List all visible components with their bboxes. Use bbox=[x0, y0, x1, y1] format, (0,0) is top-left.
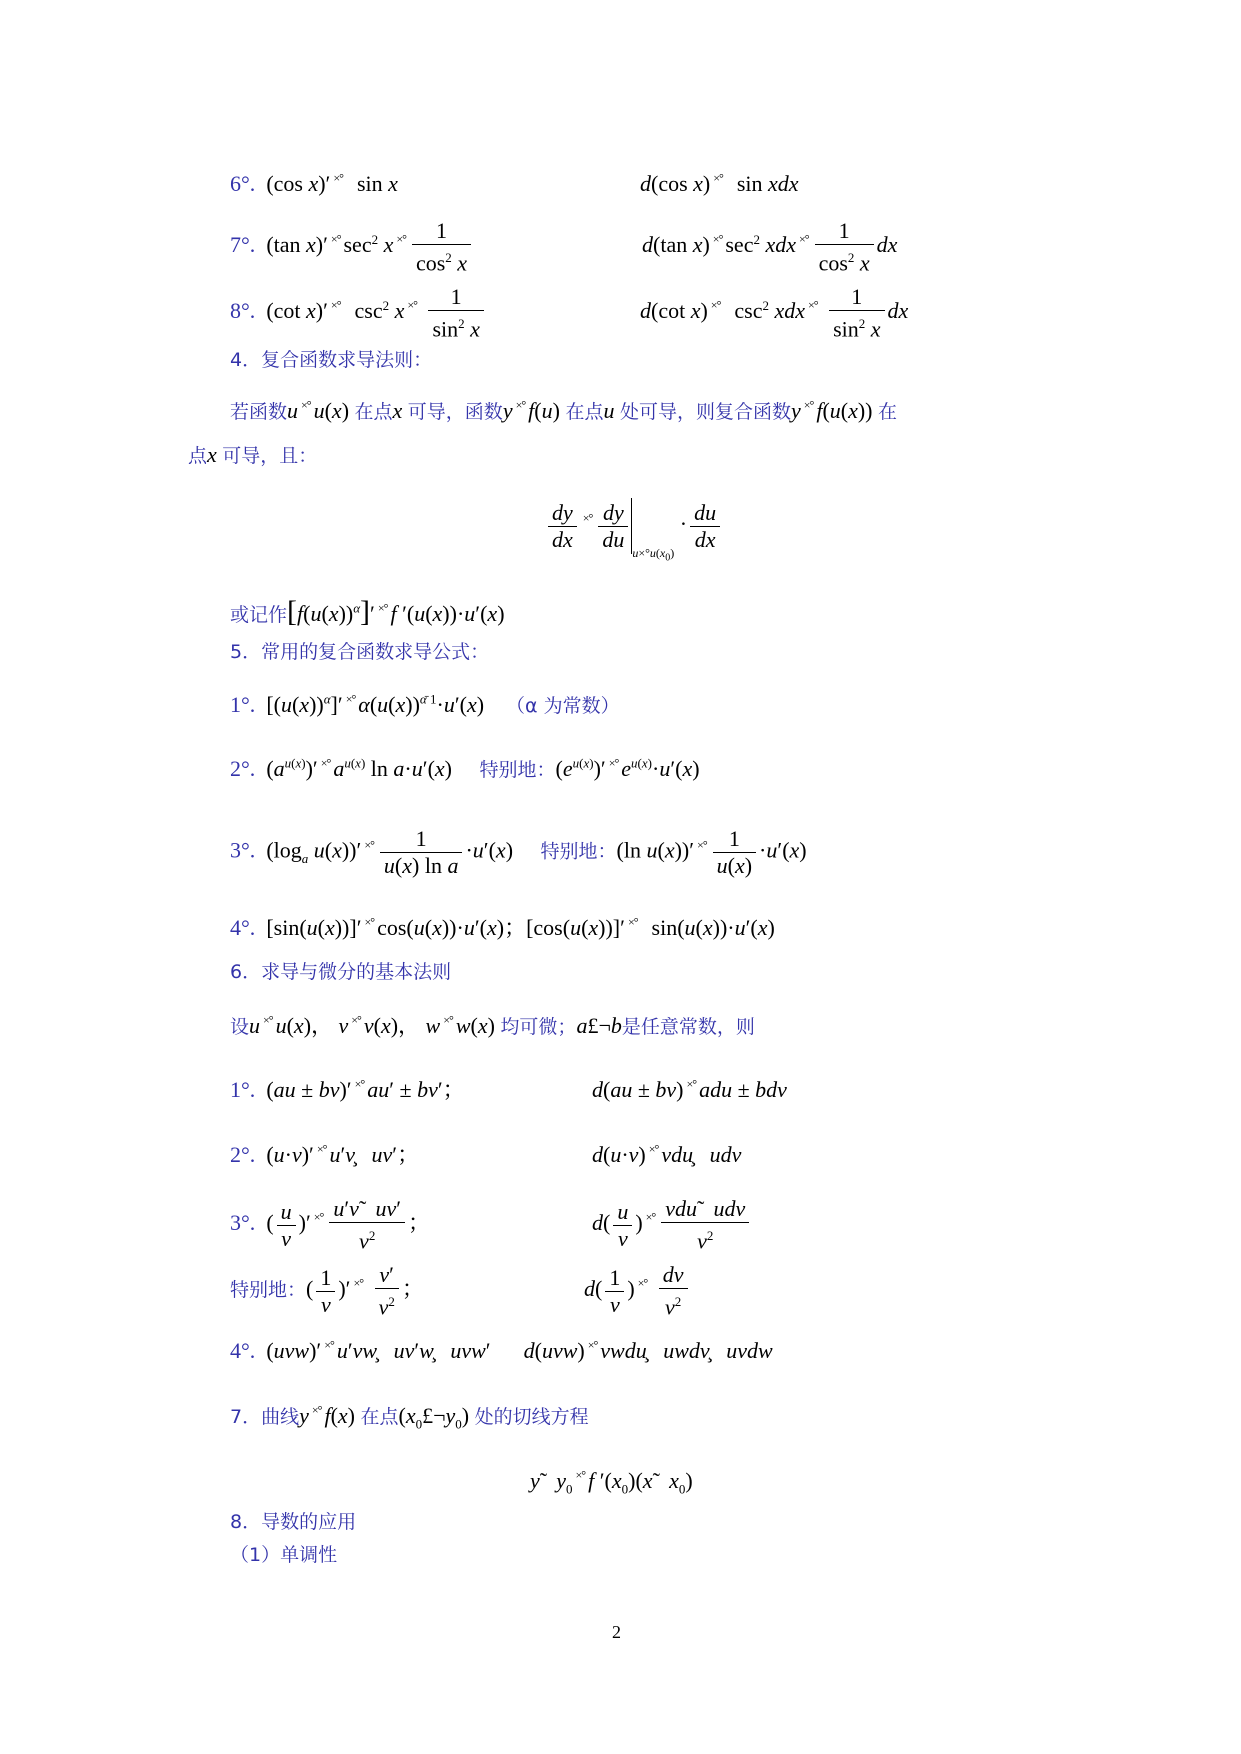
relation-symbol: ×° bbox=[351, 1013, 361, 1027]
formula-row-6: 6°. (cos x)′ ×° sin x bbox=[230, 171, 398, 196]
section-6-intro: 设u ×° u(x)， v ×° v(x)， w ×° w(x) 均可微；a£¬b是任意常数，则 bbox=[230, 1013, 755, 1038]
relation-symbol: ×° bbox=[799, 232, 809, 247]
relation-symbol: ×° bbox=[301, 398, 311, 412]
rule-3-special-differential: d( $\frac{1}{v}$ ) ×° $\frac{dv}{v^2}$ bbox=[584, 1262, 691, 1320]
differential-row-7: d(tan x) ×° $\sec^2$ xdx ×° $\frac{1}{\cos^2 x}$ dx bbox=[642, 218, 898, 276]
item-number: 6°. bbox=[230, 171, 256, 196]
text-fragment: 特别地： bbox=[230, 1279, 307, 1302]
composite-formula-4: 4°. [sin(u(x))]′ ×° cos(u(x))·u′(x)；[cos(u(x))]′ ×° sin(u(x))·u′(x) bbox=[230, 915, 775, 940]
relation-symbol: ×° bbox=[407, 298, 417, 313]
section-4-intro: 若函数u ×° u(x) 在点x 可导，函数y ×° f(u) 在点u 处可导，则复合函数y ×° f(u(x)) 在 bbox=[230, 398, 898, 423]
relation-symbol: ×° bbox=[582, 511, 593, 526]
rule-3-special: 特别地：( $\frac{1}{v}$ )′ ×° $\frac{v'}{v^2}$ ； bbox=[230, 1262, 424, 1320]
relation-symbol: ×° bbox=[710, 298, 721, 313]
tangent-line-equation: ỹ $y_0^{\times^\circ}$ f $'(x_0)(x̃$ $x_0$) bbox=[530, 1468, 693, 1497]
section-4-heading: 4．复合函数求导法则： bbox=[230, 349, 433, 371]
differential-row-8: d(cot x) ×° $\csc^2$ xdx ×° $\frac{1}{\sin^2 x}$ dx bbox=[640, 284, 909, 342]
composite-formula-1: 1°. $[(u(x))^\alpha]'$ ×° $\alpha(u(x))^{\alphā 1}\cdot u'(x)$ （α 为常数） bbox=[230, 691, 620, 717]
text-fragment: 处可导，则复合函数 bbox=[619, 401, 791, 423]
rule-3: 3°. ( $\frac{u}{v}$ )′ ×° $\frac{u'ṽ uv'}{v^2}$ ； bbox=[230, 1196, 431, 1254]
text-fragment: 特别地： bbox=[540, 840, 617, 863]
text-fragment: 是任意常数，则 bbox=[621, 1016, 755, 1038]
text-fragment: （α 为常数） bbox=[506, 695, 620, 717]
item-number: 8°. bbox=[230, 298, 256, 324]
rule-2-differential: d(u·v) ×° vdu̧ udv bbox=[592, 1142, 742, 1167]
section-8-sub-1: （1）单调性 bbox=[230, 1544, 338, 1566]
section-4-intro-line2: 点x 可导，且： bbox=[188, 442, 318, 467]
text-fragment: 或记作 bbox=[230, 604, 288, 626]
relation-symbol: ×° bbox=[713, 171, 723, 185]
chain-rule-alt: 或记作$[f(u(x))^\alpha]'$ ×° f ′(u(x))·u′(x) bbox=[230, 595, 505, 628]
relation-symbol: ×° bbox=[712, 232, 723, 247]
section-5-heading: 5．常用的复合函数求导公式： bbox=[230, 641, 490, 663]
relation-symbol: ×° bbox=[345, 692, 356, 706]
relation-symbol: ×° bbox=[396, 232, 406, 247]
text-fragment: 在点 bbox=[360, 1406, 399, 1428]
differential-row-6: d(cos x) ×° sin xdx bbox=[640, 171, 799, 196]
relation-symbol: ×° bbox=[697, 837, 707, 852]
text-fragment: 在点 bbox=[354, 401, 393, 423]
text-fragment: 处的切线方程 bbox=[474, 1406, 589, 1428]
composite-formula-3: 3°. ($\log_a$ u(x))′ ×° $\frac{1}{\text{u(x) ln a}}$ ·u′(x) 特别地：(ln u(x))′ ×° $\frac{1}{u(x)}$ ·u′(x) bbox=[230, 826, 807, 878]
rule-1: 1°. (au ± bv)′ ×° au′ ± bv′； bbox=[230, 1077, 465, 1102]
relation-symbol: ×° bbox=[575, 1468, 586, 1482]
relation-symbol: ×° bbox=[377, 601, 388, 615]
section-8-heading: 8．导数的应用 bbox=[230, 1511, 357, 1533]
composite-formula-2: 2°. $(a^{u(x)})'$ ×° $a^{u(x)}$ ln a·u′(x) 特别地：$(e^{u(x)})'$ ×° $e^{u(x)}\cdot u'(x)$ bbox=[230, 755, 700, 781]
relation-symbol: ×° bbox=[515, 398, 526, 412]
relation-symbol: ×° bbox=[627, 915, 638, 929]
item-number: 7°. bbox=[230, 232, 256, 258]
formula-row-7: 7°. (tan x)′ ×° $\sec^2 x$ ×° $\frac{1}{\cos^2 x}$ bbox=[230, 218, 474, 276]
text-fragment: 均可微； bbox=[500, 1016, 577, 1038]
text-fragment: 设 bbox=[230, 1016, 250, 1038]
relation-symbol: ×° bbox=[686, 1077, 697, 1091]
text-fragment: 在点 bbox=[565, 401, 604, 423]
relation-symbol: ×° bbox=[324, 1338, 334, 1352]
item-number: 3°. bbox=[230, 1210, 256, 1236]
item-number: 3°. bbox=[230, 837, 256, 863]
item-number: 2°. bbox=[230, 756, 256, 781]
page-number: 2 bbox=[612, 1622, 621, 1642]
formula-row-8: 8°. (cot x)′ ×° $\csc^2 x$ ×° $\frac{1}{\sin^2 x}$ bbox=[230, 284, 487, 342]
relation-symbol: ×° bbox=[353, 1276, 364, 1291]
item-number: 4°. bbox=[230, 915, 256, 940]
rule-3-differential: d( $\frac{u}{v}$ ) ×° $\frac{\text{vdũ udv}}{v^2}$ bbox=[592, 1196, 752, 1254]
item-number: 1°. bbox=[230, 692, 256, 717]
relation-symbol: ×° bbox=[333, 171, 343, 185]
item-number: 2°. bbox=[230, 1142, 256, 1167]
relation-symbol: ×° bbox=[313, 1210, 324, 1225]
relation-symbol: ×° bbox=[587, 1338, 598, 1352]
chain-rule-formula: $\frac{dy}{dx}$ ×° $\frac{dy}{du}$ $_{u\times^\circ u(x_0)}$ · $\frac{du}{dx}$ bbox=[545, 498, 723, 573]
text-fragment: 7．曲线 bbox=[230, 1406, 300, 1428]
text-fragment: 点 bbox=[188, 445, 208, 467]
relation-symbol: ×° bbox=[311, 1403, 322, 1417]
rule-1-differential: d(au ± bv) ×° adu ± bdv bbox=[592, 1077, 787, 1102]
text-fragment: 特别地： bbox=[479, 759, 556, 781]
item-number: 1°. bbox=[230, 1077, 256, 1102]
relation-symbol: ×° bbox=[364, 915, 375, 929]
relation-symbol: ×° bbox=[803, 398, 814, 412]
relation-symbol: ×° bbox=[608, 756, 619, 770]
section-6-heading: 6．求导与微分的基本法则 bbox=[230, 961, 452, 983]
relation-symbol: ×° bbox=[330, 298, 341, 313]
relation-symbol: ×° bbox=[808, 298, 818, 313]
relation-symbol: ×° bbox=[316, 1142, 327, 1156]
text-fragment: 若函数 bbox=[230, 401, 288, 423]
relation-symbol: ×° bbox=[637, 1276, 648, 1291]
relation-symbol: ×° bbox=[645, 1210, 656, 1225]
text-fragment: 可导，函数 bbox=[407, 401, 503, 423]
relation-symbol: ×° bbox=[443, 1013, 453, 1027]
section-7-heading: 7．曲线y ×° f(x) 在点$(x_0£\neg y_0)$ 处的切线方程 bbox=[230, 1403, 589, 1432]
rule-2: 2°. (u·v)′ ×° u′v̧ uv′； bbox=[230, 1142, 420, 1167]
item-number: 4°. bbox=[230, 1338, 256, 1363]
relation-symbol: ×° bbox=[320, 756, 331, 770]
relation-symbol: ×° bbox=[330, 232, 341, 247]
relation-symbol: ×° bbox=[364, 837, 374, 852]
relation-symbol: ×° bbox=[263, 1013, 273, 1027]
relation-symbol: ×° bbox=[648, 1142, 659, 1156]
relation-symbol: ×° bbox=[354, 1077, 365, 1091]
text-fragment: 在 bbox=[878, 401, 898, 423]
rule-4: 4°. (uvw)′ ×° u′vw̧ uv′w̧ uvw′ d(uvw) ×° vwdu̧ uwdv̧ uvdw bbox=[230, 1338, 773, 1363]
text-fragment: 可导，且： bbox=[222, 445, 318, 467]
